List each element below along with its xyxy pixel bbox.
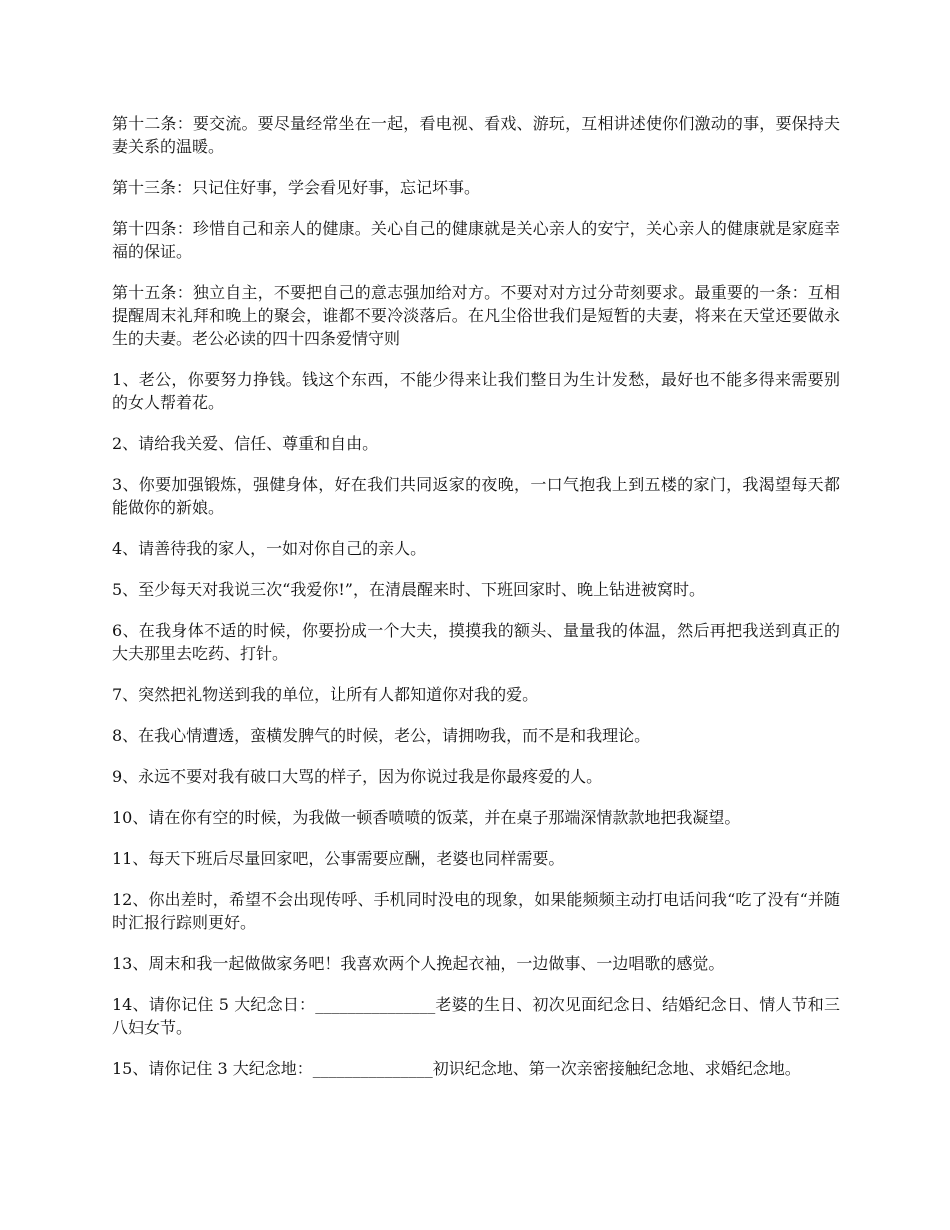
list-item-13: 13、周末和我一起做做家务吧！我喜欢两个人挽起衣袖，一边做事、一边唱歌的感觉。 xyxy=(112,954,725,973)
list-item-14: 14、请你记住 5 大纪念日：_______________老婆的生日、初次见面纪念日、结婚纪念日、情人节和三八妇女节。 xyxy=(112,995,840,1037)
list-item-6: 6、在我身体不适的时候，你要扮成一个大夫，摸摸我的额头、量量我的体温，然后再把我送到真正的大夫那里去吃药、打针。 xyxy=(112,621,840,663)
list-item-2: 2、请给我关爱、信任、尊重和自由。 xyxy=(112,434,379,453)
paragraph-article-15: 第十五条：独立自主，不要把自己的意志强加给对方。不要对对方过分苛刻要求。最重要的一条：互相提醒周末礼拜和晚上的聚会，谁都不要冷淡落后。在凡尘俗世我们是短暂的夫妻，将来在天堂还要做永生的夫妻。老公必读的四十四条爱情守则 xyxy=(112,283,840,348)
list-item-11: 11、每天下班后尽量回家吧，公事需要应酬，老婆也同样需要。 xyxy=(112,849,565,868)
list-item-4: 4、请善待我的家人，一如对你自己的亲人。 xyxy=(112,539,427,558)
list-item-8: 8、在我心情遭透，蛮横发脾气的时候，老公，请拥吻我，而不是和我理论。 xyxy=(112,726,651,745)
paragraph-article-12: 第十二条：要交流。要尽量经常坐在一起，看电视、看戏、游玩，互相讲述使你们激动的事，要保持夫妻关系的温暖。 xyxy=(112,114,840,156)
list-item-9: 9、永远不要对我有破口大骂的样子，因为你说过我是你最疼爱的人。 xyxy=(112,767,603,786)
list-item-10: 10、请在你有空的时候，为我做一顿香喷喷的饭菜，并在桌子那端深情款款地把我凝望。 xyxy=(112,808,741,827)
paragraph-article-13: 第十三条：只记住好事，学会看见好事，忘记坏事。 xyxy=(112,178,481,197)
list-item-3: 3、你要加强锻炼，强健身体，好在我们共同返家的夜晚，一口气抱我上到五楼的家门，我渴望每天都能做你的新娘。 xyxy=(112,475,840,517)
list-item-5: 5、至少每天对我说三次“我爱你!”，在清晨醒来时、下班回家时、晚上钻进被窝时。 xyxy=(112,580,705,599)
list-item-7: 7、突然把礼物送到我的单位，让所有人都知道你对我的爱。 xyxy=(112,685,539,704)
list-item-15: 15、请你记住 3 大纪念地：_______________初识纪念地、第一次亲密接触纪念地、求婚纪念地。 xyxy=(112,1059,801,1078)
list-item-12: 12、你出差时，希望不会出现传呼、手机同时没电的现象，如果能频频主动打电话问我“吃了没有“并随时汇报行踪则更好。 xyxy=(112,890,840,932)
document-body xyxy=(112,112,840,1098)
list-item-1: 1、老公，你要努力挣钱。钱这个东西，不能少得来让我们整日为生计发愁，最好也不能多得来需要别的女人帮着花。 xyxy=(112,370,840,412)
paragraph-article-14: 第十四条：珍惜自己和亲人的健康。关心自己的健康就是关心亲人的安宁，关心亲人的健康就是家庭幸福的保证。 xyxy=(112,219,840,261)
